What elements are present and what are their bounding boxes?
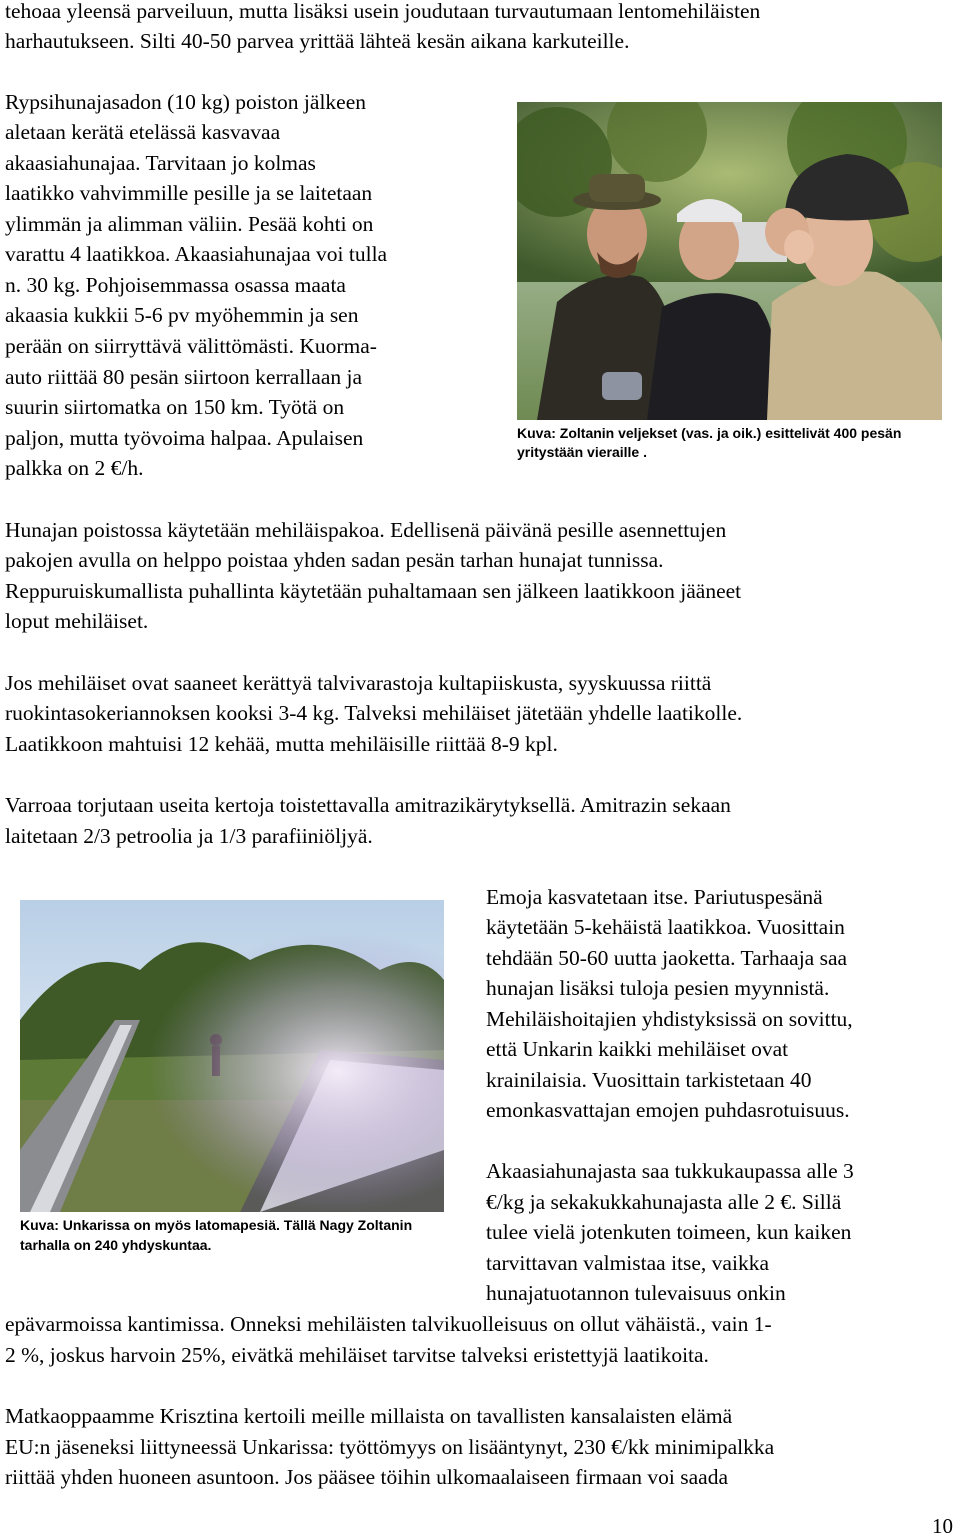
text-line: varattu 4 laatikkoa. Akaasiahunajaa voi tulla bbox=[5, 242, 388, 266]
text-line: tehdään 50-60 uutta jaoketta. Tarhaaja saa bbox=[486, 946, 848, 970]
text-line: perään on siirryttävä välittömästi. Kuorma- bbox=[5, 334, 377, 358]
text-line: palkka on 2 €/h. bbox=[5, 456, 144, 480]
hive-rows-photo bbox=[20, 900, 444, 1212]
text-line: aletaan kerätä etelässä kasvavaa bbox=[5, 120, 281, 144]
text-line: Varroaa torjutaan useita kertoja toistettavalla amitrazikärytyksellä. Amitrazin sekaan bbox=[5, 793, 731, 817]
text-line: että Unkarin kaikki mehiläiset ovat bbox=[486, 1037, 789, 1061]
text-line: suurin siirtomatka on 150 km. Työtä on bbox=[5, 395, 345, 419]
text-line: loput mehiläiset. bbox=[5, 609, 149, 633]
text-line: Hunajan poistossa käytetään mehiläispakoa. Edellisenä päivänä pesille asennettujen bbox=[5, 518, 727, 542]
text-line: pakojen avulla on helppo poistaa yhden sadan pesän tarhan hunajat tunnissa. bbox=[5, 548, 664, 572]
beekeepers-photo-image bbox=[517, 102, 942, 420]
text-line: auto riittää 80 pesän siirtoon kerrallaan ja bbox=[5, 365, 363, 389]
text-line: krainilaisia. Vuosittain tarkistetaan 40 bbox=[486, 1068, 812, 1092]
text-line: Emoja kasvatetaan itse. Pariutuspesänä bbox=[486, 885, 823, 909]
text-line: paljon, mutta työvoima halpaa. Apulaisen bbox=[5, 426, 364, 450]
text-line: Jos mehiläiset ovat saaneet kerättyä talvivarastoja kultapiiskusta, syyskuussa riittä bbox=[5, 671, 712, 695]
text-line: riittää yhden huoneen asuntoon. Jos pääsee töihin ulkomaalaiseen firmaan voi saada bbox=[5, 1465, 729, 1489]
photo-caption-line: yritystään vieraille . bbox=[517, 444, 647, 460]
text-line: n. 30 kg. Pohjoisemmassa osassa maata bbox=[5, 273, 346, 297]
text-line: epävarmoissa kantimissa. Onneksi mehiläisten talvikuolleisuus on ollut vähäistä., vain 1- bbox=[5, 1312, 772, 1336]
text-line: laatikko vahvimmille pesille ja se laitetaan bbox=[5, 181, 373, 205]
text-line: tulee vielä jotenkuten toimeen, kun kaiken bbox=[486, 1220, 852, 1244]
text-line: Rypsihunajasadon (10 kg) poiston jälkeen bbox=[5, 90, 366, 114]
text-line: €/kg ja sekakukkahunajasta alle 2 €. Sillä bbox=[486, 1190, 842, 1214]
text-line: EU:n jäseneksi liittyneessä Unkarissa: työttömyys on lisääntynyt, 230 €/kk minimipalkka bbox=[5, 1435, 775, 1459]
text-line: emonkasvattajan emojen puhdasrotuisuus. bbox=[486, 1098, 850, 1122]
text-line: Reppuruiskumallista puhallinta käytetään puhaltamaan sen jälkeen laatikkoon jääneet bbox=[5, 579, 742, 603]
text-line: ruokintasokeriannoksen kooksi 3-4 kg. Talveksi mehiläiset jätetään yhdelle laatikolle. bbox=[5, 701, 743, 725]
beekeepers-photo bbox=[517, 102, 942, 420]
text-line: ylimmän ja alimman väliin. Pesää kohti on bbox=[5, 212, 374, 236]
text-line: hunajatuotannon tulevaisuus onkin bbox=[486, 1281, 786, 1305]
text-line: tehoaa yleensä parveiluun, mutta lisäksi usein joudutaan turvautumaan lentomehiläisten bbox=[5, 0, 761, 23]
text-line: Laatikkoon mahtuisi 12 kehää, mutta mehiläisille riittää 8-9 kpl. bbox=[5, 732, 558, 756]
photo-caption-line: Kuva: Unkarissa on myös latomapesiä. Tällä Nagy Zoltanin bbox=[20, 1217, 413, 1233]
text-line: hunajan lisäksi tuloja pesien myynnistä. bbox=[486, 976, 830, 1000]
text-line: käytetään 5-kehäistä laatikkoa. Vuosittain bbox=[486, 915, 845, 939]
hive-rows-photo-image bbox=[20, 900, 444, 1212]
text-line: 2 %, joskus harvoin 25%, eivätkä mehiläiset tarvitse talveksi eristettyjä laatikoita. bbox=[5, 1343, 709, 1367]
text-line: harhautukseen. Silti 40-50 parvea yrittää lähteä kesän aikana karkuteille. bbox=[5, 29, 630, 53]
photo-caption-line: tarhalla on 240 yhdyskuntaa. bbox=[20, 1237, 212, 1253]
photo-caption-line: Kuva: Zoltanin veljekset (vas. ja oik.) esittelivät 400 pesän bbox=[517, 425, 902, 441]
text-line: tarvittavan valmistaa itse, vaikka bbox=[486, 1251, 769, 1275]
text-line: Akaasiahunajasta saa tukkukaupassa alle 3 bbox=[486, 1159, 854, 1183]
text-line: akaasia kukkii 5-6 pv myöhemmin ja sen bbox=[5, 303, 359, 327]
text-line: akaasiahunajaa. Tarvitaan jo kolmas bbox=[5, 151, 316, 175]
text-line: laitetaan 2/3 petroolia ja 1/3 parafiiniöljyä. bbox=[5, 824, 373, 848]
text-line: Mehiläishoitajien yhdistyksissä on sovittu, bbox=[486, 1007, 853, 1031]
page-number: 10 bbox=[932, 1514, 953, 1538]
text-line: Matkaoppaamme Krisztina kertoili meille millaista on tavallisten kansalaisten elämä bbox=[5, 1404, 733, 1428]
